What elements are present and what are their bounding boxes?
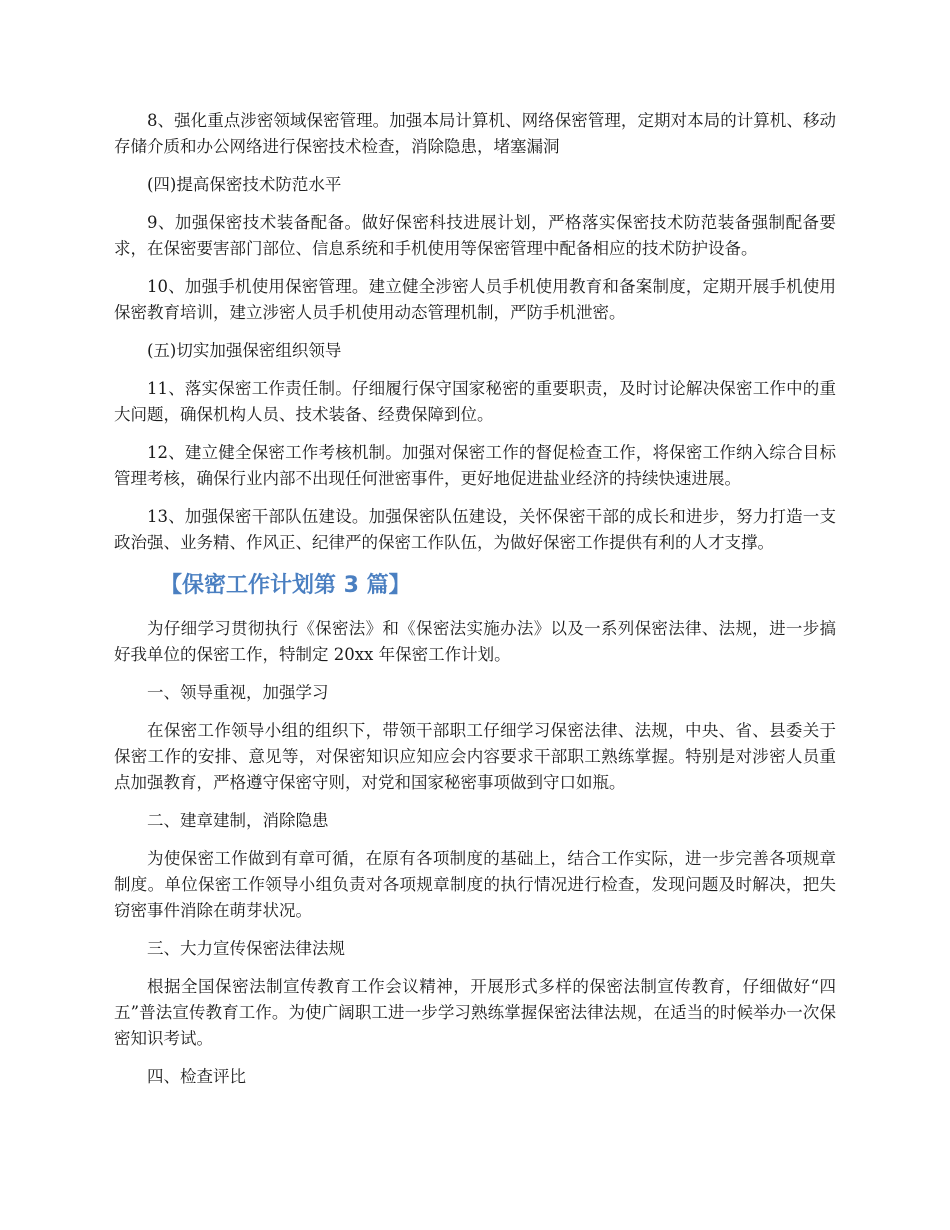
section-heading-1: 一、领导重视，加强学习 bbox=[147, 683, 329, 702]
paragraph-item-13: 13、加强保密干部队伍建设。加强保密队伍建设，关怀保密干部的成长和进步，努力打造一支政治强、业务精、作风正、纪律严的保密工作队伍，为做好保密工作提供有利的人才支撑。 bbox=[114, 507, 836, 552]
article-title: 【保密工作计划第 3 篇】 bbox=[160, 573, 411, 598]
paragraph-section-3: 根据全国保密法制宣传教育工作会议精神，开展形式多样的保密法制宣传教育，仔细做好“四五”普法宣传教育工作。为使广阔职工进一步学习熟练掌握保密法律法规，在适当的时候举办一次保密知识考试。 bbox=[114, 977, 836, 1048]
intro-paragraph: 为仔细学习贯彻执行《保密法》和《保密法实施办法》以及一系列保密法律、法规，进一步搞好我单位的保密工作，特制定 20xx 年保密工作计划。 bbox=[114, 619, 836, 664]
paragraph-item-8: 8、强化重点涉密领域保密管理。加强本局计算机、网络保密管理，定期对本局的计算机、移动存储介质和办公网络进行保密技术检查，消除隐患，堵塞漏洞 bbox=[114, 111, 836, 156]
section-heading-4-review: 四、检查评比 bbox=[147, 1067, 246, 1086]
document-page bbox=[114, 108, 836, 1102]
section-heading-4: (四)提高保密技术防范水平 bbox=[147, 175, 342, 194]
paragraph-item-12: 12、建立健全保密工作考核机制。加强对保密工作的督促检查工作，将保密工作纳入综合目标管理考核，确保行业内部不出现任何泄密事件，更好地促进盐业经济的持续快速进展。 bbox=[114, 443, 836, 488]
paragraph-item-9: 9、加强保密技术装备配备。做好保密科技进展计划，严格落实保密技术防范装备强制配备要求，在保密要害部门部位、信息系统和手机使用等保密管理中配备相应的技术防护设备。 bbox=[114, 213, 836, 258]
paragraph-section-2: 为使保密工作做到有章可循，在原有各项制度的基础上，结合工作实际，进一步完善各项规章制度。单位保密工作领导小组负责对各项规章制度的执行情况进行检查，发现问题及时解决，把失窃密事件消除在萌芽状况。 bbox=[114, 849, 836, 920]
section-heading-5: (五)切实加强保密组织领导 bbox=[147, 341, 342, 360]
section-heading-3: 三、大力宣传保密法律法规 bbox=[147, 939, 345, 958]
paragraph-item-11: 11、落实保密工作责任制。仔细履行保守国家秘密的重要职责，及时讨论解决保密工作中的重大问题，确保机构人员、技术装备、经费保障到位。 bbox=[114, 379, 836, 424]
section-heading-2: 二、建章建制，消除隐患 bbox=[147, 811, 329, 830]
paragraph-item-10: 10、加强手机使用保密管理。建立健全涉密人员手机使用教育和备案制度，定期开展手机使用保密教育培训，建立涉密人员手机使用动态管理机制，严防手机泄密。 bbox=[114, 277, 836, 322]
paragraph-section-1: 在保密工作领导小组的组织下，带领干部职工仔细学习保密法律、法规，中央、省、县委关于保密工作的安排、意见等，对保密知识应知应会内容要求干部职工熟练掌握。特别是对涉密人员重点加强教育，严格遵守保密守则，对党和国家秘密事项做到守口如瓶。 bbox=[114, 721, 836, 792]
